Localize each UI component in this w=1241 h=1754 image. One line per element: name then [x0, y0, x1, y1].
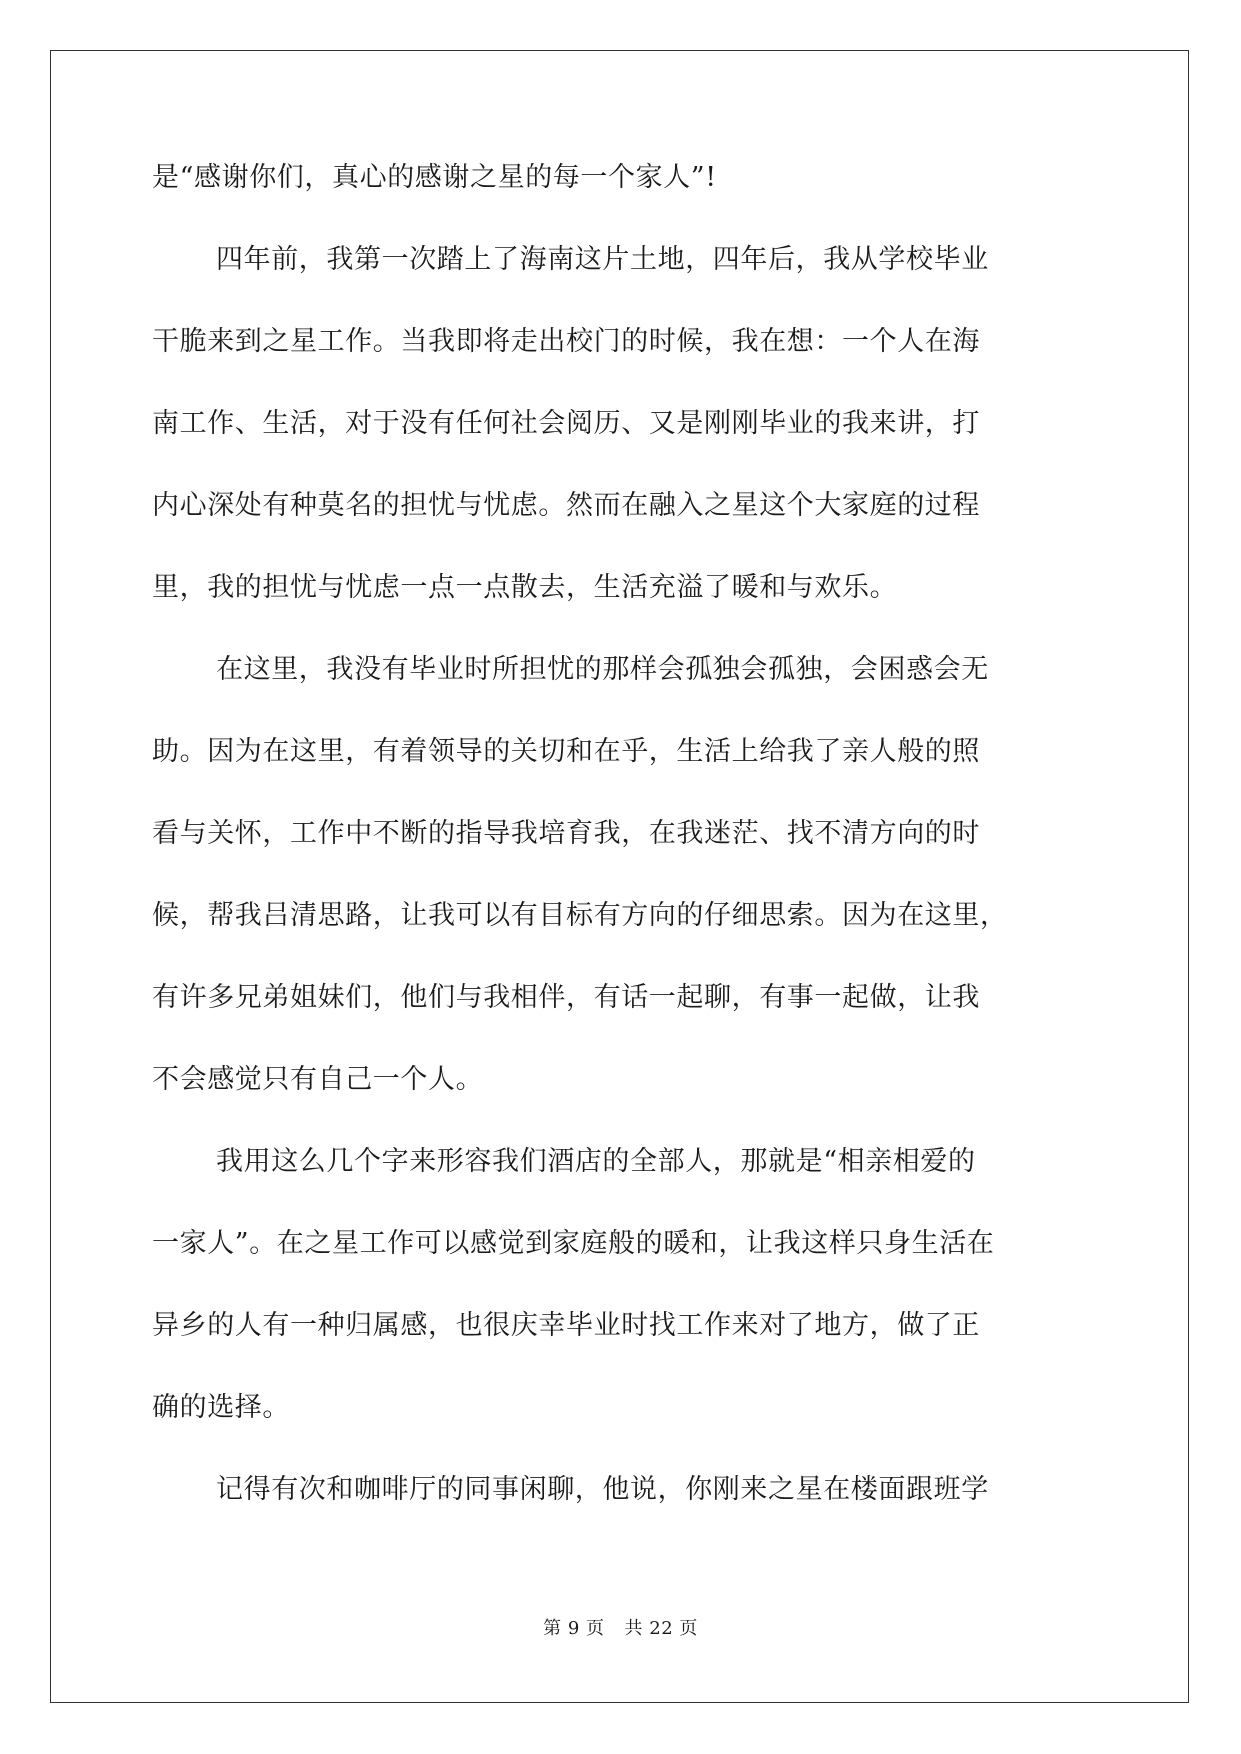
text-line: 异乡的人有一种归属感，也很庆幸毕业时找工作来对了地方，做了正 — [152, 1310, 980, 1341]
text-line: 是“感谢你们，真心的感谢之星的每一个家人”! — [152, 162, 717, 193]
text-line: 四年前，我第一次踏上了海南这片土地，四年后，我从学校毕业 — [216, 244, 989, 275]
text-line: 确的选择。 — [152, 1392, 290, 1423]
text-line: 不会感觉只有自己一个人。 — [152, 1064, 484, 1095]
text-line: 我用这么几个字来形容我们酒店的全部人，那就是“相亲相爱的 — [216, 1146, 976, 1177]
text-line: 记得有次和咖啡厅的同事闲聊，他说，你刚来之星在楼面跟班学 — [216, 1474, 989, 1505]
text-line: 里，我的担忧与忧虑一点一点散去，生活充溢了暖和与欢乐。 — [152, 572, 898, 603]
page-footer — [0, 1614, 1241, 1640]
text-line: 一家人”。在之星工作可以感觉到家庭般的暖和，让我这样只身生活在 — [152, 1228, 995, 1259]
page-number-total: 共 22 页 — [624, 1618, 698, 1639]
document-body — [152, 163, 1092, 1557]
text-line: 看与关怀，工作中不断的指导我培育我，在我迷茫、找不清方向的时 — [152, 818, 980, 849]
text-line: 有许多兄弟姐妹们，他们与我相伴，有话一起聊，有事一起做，让我 — [152, 982, 980, 1013]
text-line: 助。因为在这里，有着领导的关切和在乎，生活上给我了亲人般的照 — [152, 736, 980, 767]
text-line: 内心深处有种莫名的担忧与忧虑。然而在融入之星这个大家庭的过程 — [152, 490, 980, 521]
text-line: 干脆来到之星工作。当我即将走出校门的时候，我在想：一个人在海 — [152, 326, 980, 357]
text-line: 候，帮我吕清思路，让我可以有目标有方向的仔细思索。因为在这里， — [152, 900, 1008, 931]
text-line: 南工作、生活，对于没有任何社会阅历、又是刚刚毕业的我来讲，打 — [152, 408, 980, 439]
text-line: 在这里，我没有毕业时所担忧的那样会孤独会孤独，会困惑会无 — [216, 654, 989, 685]
page-number-current: 第 9 页 — [543, 1618, 605, 1639]
